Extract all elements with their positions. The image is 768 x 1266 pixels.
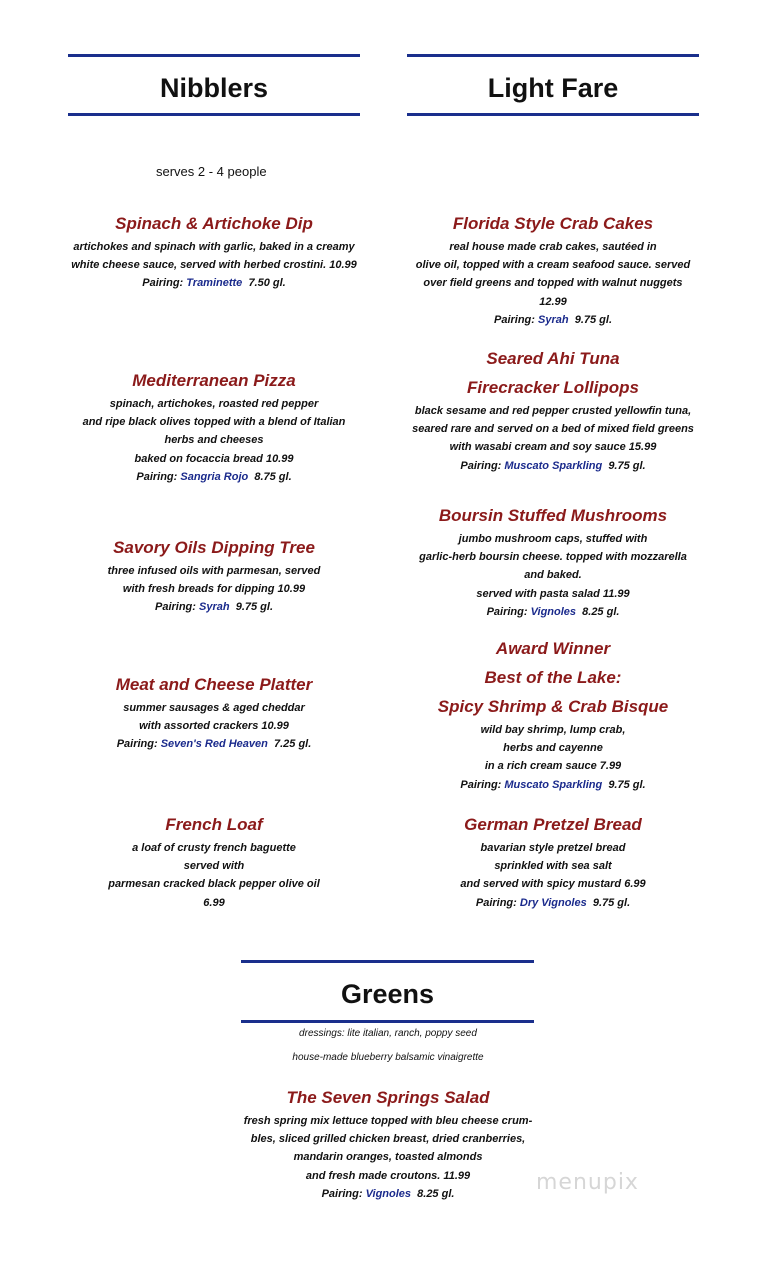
light-fare-item-5: German Pretzel Bread bavarian style pretzel bread sprinkled with sea salt and served with spicy mustard 6.99 Pairing: Dry Vignoles 9.75 gl. bbox=[398, 810, 708, 912]
nibblers-item-2: Mediterranean Pizza spinach, artichokes, roasted red pepper and ripe black olives topped with a blend of Italian herbs and cheeses baked on focaccia bread 10.99 Pairing: Sangria Rojo 8.75 gl. bbox=[64, 366, 364, 486]
item-title: Meat and Cheese Platter bbox=[115, 675, 313, 694]
dressings-line: dressings: lite italian, ranch, poppy seed bbox=[299, 1028, 477, 1039]
pairing-line: Pairing: Seven's Red Heaven 7.25 gl. bbox=[116, 738, 312, 751]
item-title: Boursin Stuffed Mushrooms bbox=[438, 506, 668, 525]
item-title: German Pretzel Bread bbox=[464, 815, 642, 834]
item-title: Seared Ahi Tuna bbox=[486, 349, 620, 368]
item-title: Mediterranean Pizza bbox=[132, 371, 296, 390]
item-title: Spinach & Artichoke Dip bbox=[115, 214, 313, 233]
pairing-line: Pairing: Dry Vignoles 9.75 gl. bbox=[475, 896, 631, 909]
nibblers-item-4: Meat and Cheese Platter summer sausages & aged cheddar with assorted crackers 10.99 Pairing: Seven's Red Heaven 7.25 gl. bbox=[64, 670, 364, 754]
item-title: Best of the Lake: bbox=[484, 668, 622, 687]
item-title: Spicy Shrimp & Crab Bisque bbox=[437, 697, 669, 716]
nibblers-item-5: French Loaf a loaf of crusty french baguette served with parmesan cracked black pepper olive oil 6.99 bbox=[64, 810, 364, 912]
item-title: The Seven Springs Salad bbox=[286, 1088, 490, 1107]
item-title: Firecracker Lollipops bbox=[467, 378, 639, 397]
pairing-line: Pairing: Vignoles 8.25 gl. bbox=[321, 1187, 455, 1200]
pairing-line: Pairing: Vignoles 8.25 gl. bbox=[486, 605, 620, 618]
pairing-line: Pairing: Syrah 9.75 gl. bbox=[493, 313, 612, 326]
item-title: Savory Oils Dipping Tree bbox=[113, 538, 315, 557]
pairing-line: Pairing: Sangria Rojo 8.75 gl. bbox=[136, 470, 292, 483]
item-title: French Loaf bbox=[165, 815, 263, 834]
pairing-line: Pairing: Muscato Sparkling 9.75 gl. bbox=[460, 459, 646, 472]
light-fare-item-1: Florida Style Crab Cakes real house made crab cakes, sautéed in olive oil, topped with a cream seafood sauce. served over field greens and topped with walnut nuggets 12.99 Pairing: Syrah 9.75 gl. bbox=[398, 209, 708, 329]
greens-dressings bbox=[238, 1026, 538, 1066]
menupix-watermark: menupix bbox=[536, 1170, 639, 1195]
light-fare-item-4: Award Winner Best of the Lake: Spicy Shrimp & Crab Bisque wild bay shrimp, lump crab, herbs and cayenne in a rich cream sauce 7.99 Pairing: Muscato Sparkling 9.75 gl. bbox=[398, 634, 708, 794]
nibblers-item-3: Savory Oils Dipping Tree three infused oils with parmesan, served with fresh breads for dipping 10.99 Pairing: Syrah 9.75 gl. bbox=[64, 533, 364, 617]
item-title: Award Winner bbox=[495, 639, 611, 658]
greens-item-1: The Seven Springs Salad fresh spring mix lettuce topped with bleu cheese crum- bles, sliced grilled chicken breast, dried cranberries, mandarin oranges, toasted almonds and fresh made croutons. 11.99 Pairing: Vignoles 8.25 gl. bbox=[228, 1083, 548, 1203]
nibblers-serving-note: serves 2 - 4 people bbox=[156, 164, 267, 179]
pairing-line: Pairing: Traminette 7.50 gl. bbox=[142, 277, 286, 290]
greens-heading: Greens bbox=[241, 960, 534, 1023]
dressings-line: house-made blueberry balsamic vinaigrette bbox=[292, 1052, 484, 1063]
item-title: Florida Style Crab Cakes bbox=[452, 214, 654, 233]
light-fare-item-2: Seared Ahi Tuna Firecracker Lollipops black sesame and red pepper crusted yellowfin tuna, seared rare and served on a bed of mixed field greens with wasabi cream and soy sauce 15.99 Pairing: Muscato Sparkling 9.75 gl. bbox=[398, 344, 708, 475]
pairing-line: Pairing: Syrah 9.75 gl. bbox=[154, 601, 273, 614]
light-fare-item-3: Boursin Stuffed Mushrooms jumbo mushroom caps, stuffed with garlic-herb boursin cheese. topped with mozzarella and baked. served with pasta salad 11.99 Pairing: Vignoles 8.25 gl. bbox=[398, 501, 708, 621]
light-fare-heading: Light Fare bbox=[407, 54, 699, 116]
nibblers-item-1: Spinach & Artichoke Dip artichokes and spinach with garlic, baked in a creamy white cheese sauce, served with herbed crostini. 10.99 Pairing: Traminette 7.50 gl. bbox=[64, 209, 364, 293]
nibblers-heading: Nibblers bbox=[68, 54, 360, 116]
pairing-line: Pairing: Muscato Sparkling 9.75 gl. bbox=[460, 778, 646, 791]
